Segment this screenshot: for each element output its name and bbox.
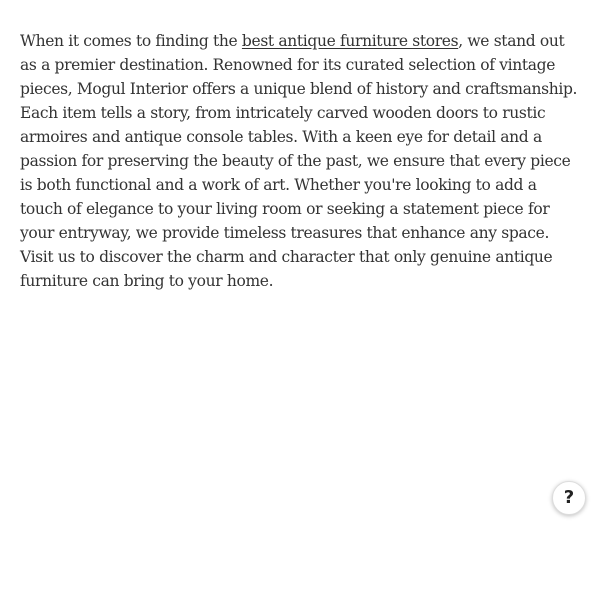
article-paragraph bbox=[20, 29, 582, 293]
help-button[interactable] bbox=[552, 481, 586, 515]
article-text-body: , we stand out as a premier destination. Renowned for its curated selection of vintage pieces, Mogul Interior offers a unique blend of history and craftsmanship. Each item tells a story, from intricately carved wooden doors to rustic armoires and antique console tables. With a keen eye for detail and a passion for preserving the beauty of the past, we ensure that every piece is both functional and a work of art. Whether you're looking to add a touch of elegance to your living room or seeking a statement piece for your entryway, we provide timeless treasures that enhance any space. Visit us to discover the charm and character that only genuine antique furniture can bring to your home. bbox=[20, 32, 578, 290]
best-antique-furniture-stores-link[interactable]: best antique furniture stores bbox=[241, 32, 459, 50]
question-mark-icon: ? bbox=[563, 487, 575, 508]
article-text-intro: When it comes to finding the bbox=[20, 32, 242, 50]
